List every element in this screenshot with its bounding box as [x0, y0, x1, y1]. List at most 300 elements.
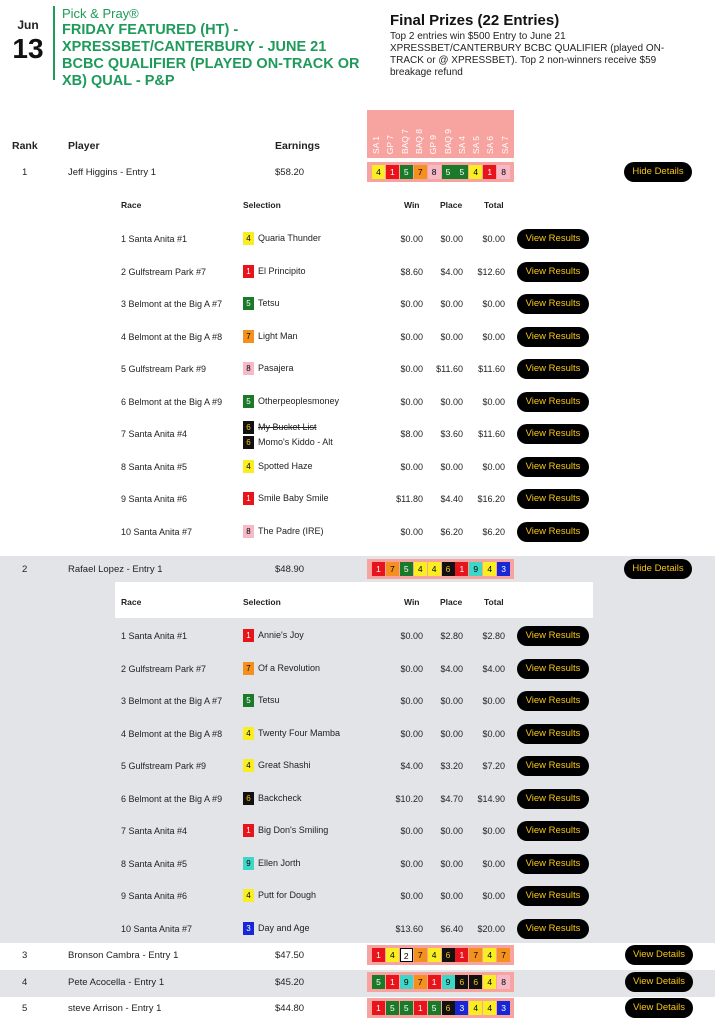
details-win: $0.00	[400, 234, 423, 244]
player-rank: 2	[22, 564, 28, 575]
details-header-total: Total	[484, 200, 504, 210]
details-header-place: Place	[440, 597, 463, 607]
selection-line	[243, 889, 316, 902]
selection-line	[243, 759, 311, 772]
saddle-cloth-pick: 8	[428, 165, 441, 179]
details-race: 10 Santa Anita #7	[121, 923, 193, 934]
details-row	[115, 387, 593, 417]
details-row	[115, 419, 593, 449]
details-race: 8 Santa Anita #5	[121, 461, 188, 472]
selection-line	[243, 792, 302, 805]
details-total: $11.60	[478, 429, 505, 439]
saddle-cloth-pick: 8	[497, 975, 510, 989]
details-row	[115, 849, 593, 879]
view-results-button[interactable]: View Results	[517, 886, 589, 906]
details-selection	[243, 694, 280, 707]
saddle-cloth-number: 4	[243, 759, 254, 772]
date-month: Jun	[17, 18, 39, 32]
details-total: $0.00	[482, 728, 505, 739]
details-selection	[243, 395, 339, 408]
details-place: $0.00	[440, 396, 463, 407]
prizes-panel	[390, 12, 690, 79]
details-place: $4.40	[440, 494, 463, 504]
view-results-button[interactable]: View Results	[517, 919, 589, 939]
details-total: $0.00	[482, 696, 505, 706]
horse-name: Ellen Jorth	[258, 857, 301, 868]
details-win: $0.00	[400, 728, 423, 739]
details-row	[115, 257, 593, 287]
selection-line	[243, 460, 313, 473]
horse-name: Great Shashi	[258, 759, 311, 770]
saddle-cloth-number: 6	[243, 436, 254, 449]
details-header-total: Total	[484, 597, 504, 607]
details-race: 1 Santa Anita #1	[121, 234, 188, 244]
saddle-cloth-number: 1	[243, 629, 254, 642]
details-selection	[243, 792, 302, 805]
player-name: Pete Acocella - Entry 1	[68, 977, 165, 988]
view-results-button[interactable]: View Results	[517, 756, 589, 776]
details-selection	[243, 492, 329, 505]
details-selection	[243, 662, 320, 675]
horse-name: Smile Baby Smile	[258, 492, 329, 503]
details-total: $4.00	[482, 663, 505, 674]
horse-name: Day and Age	[258, 922, 310, 933]
saddle-cloth-pick: 4	[372, 165, 385, 179]
saddle-cloth-number: 9	[243, 857, 254, 870]
horse-name: Twenty Four Mamba	[258, 727, 341, 738]
details-win: $0.00	[400, 631, 423, 641]
saddle-cloth-pick: 4	[428, 562, 441, 576]
details-total: $0.00	[482, 461, 505, 472]
header-divider	[53, 6, 55, 80]
saddle-cloth-pick: 5	[442, 165, 455, 179]
details-total: $11.60	[478, 364, 505, 374]
details-place: $4.00	[440, 663, 463, 674]
saddle-cloth-number: 3	[243, 922, 254, 935]
player-rank: 3	[22, 950, 28, 961]
horse-name: Momo's Kiddo - Alt	[258, 436, 333, 447]
saddle-cloth-pick: 1	[372, 1001, 385, 1015]
details-total: $6.20	[482, 526, 505, 537]
player-row	[0, 945, 715, 967]
details-selection	[243, 362, 294, 375]
race-header-label: BAQ 8	[413, 128, 424, 154]
player-earnings: $58.20	[275, 167, 305, 178]
contest-date	[8, 18, 48, 64]
details-place: $0.00	[440, 234, 463, 244]
details-header-win: Win	[404, 200, 420, 210]
view-results-button[interactable]: View Results	[517, 457, 589, 477]
prizes-description: Top 2 entries win $500 Entry to June 21 XPRESSBET/CANTERBURY BCBC QUALIFIER (played ON-TRACK or @ XPRESSBET). Top 2 non-winners receive $59 breakage refund	[390, 31, 665, 78]
details-place: $3.20	[440, 761, 463, 771]
details-total: $0.00	[482, 234, 505, 244]
saddle-cloth-number: 7	[243, 330, 254, 343]
details-header-selection: Selection	[243, 597, 281, 607]
race-header-label: SA 1	[371, 136, 381, 154]
details-selection	[243, 232, 321, 245]
details-header-race: Race	[121, 200, 142, 210]
saddle-cloth-number: 6	[243, 792, 254, 805]
saddle-cloth-number: 5	[243, 297, 254, 310]
details-place: $0.00	[440, 696, 463, 706]
saddle-cloth-pick: 6	[442, 948, 455, 962]
view-results-button[interactable]: View Results	[517, 724, 589, 744]
saddle-cloth-number: 4	[243, 727, 254, 740]
saddle-cloth-number: 4	[243, 889, 254, 902]
details-table	[115, 589, 593, 954]
details-total: $0.00	[482, 299, 505, 309]
details-selection	[243, 759, 311, 772]
column-header-player: Player	[68, 140, 100, 152]
saddle-cloth-pick: 1	[428, 975, 441, 989]
details-race: 6 Belmont at the Big A #9	[121, 396, 223, 407]
details-place: $6.40	[440, 923, 463, 934]
selection-line	[243, 421, 333, 434]
selection-line	[243, 857, 301, 870]
selection-line	[243, 727, 340, 740]
player-rank: 5	[22, 1003, 28, 1014]
details-place: $4.00	[440, 266, 463, 277]
details-selection	[243, 297, 280, 310]
details-place: $0.00	[440, 461, 463, 472]
details-win: $0.00	[400, 526, 423, 537]
player-name: Jeff Higgins - Entry 1	[68, 167, 157, 178]
saddle-cloth-pick: 1	[372, 562, 385, 576]
details-place: $0.00	[440, 891, 463, 901]
race-header-label: BAQ 7	[399, 128, 410, 154]
page-header	[0, 0, 715, 110]
race-header-label: SA 7	[499, 136, 510, 154]
details-place: $0.00	[440, 728, 463, 739]
details-row	[115, 654, 593, 684]
details-win: $0.00	[400, 696, 423, 706]
player-rank: 4	[22, 977, 28, 988]
details-row	[115, 686, 593, 716]
saddle-cloth-pick: 6	[442, 1001, 455, 1015]
race-header-label: SA 5	[471, 136, 482, 154]
selection-line	[243, 824, 328, 837]
pick-strip	[367, 998, 514, 1018]
player-row	[0, 559, 715, 581]
saddle-cloth-pick: 7	[497, 948, 510, 962]
view-results-button[interactable]: View Results	[517, 522, 589, 542]
details-win: $4.00	[400, 761, 423, 771]
details-race: 5 Gulfstream Park #9	[121, 364, 207, 374]
selection-line	[243, 436, 333, 449]
details-total: $16.20	[477, 494, 505, 504]
saddle-cloth-pick: 5	[372, 975, 385, 989]
details-win: $0.00	[400, 663, 423, 674]
horse-name: Backcheck	[258, 792, 302, 803]
selection-line	[243, 265, 306, 278]
saddle-cloth-pick: 8	[497, 165, 510, 179]
details-race: 7 Santa Anita #4	[121, 429, 188, 439]
view-results-button[interactable]: View Results	[517, 229, 589, 249]
horse-name: Big Don's Smiling	[258, 824, 329, 835]
details-place: $4.70	[440, 793, 463, 804]
details-total: $0.00	[482, 331, 505, 342]
saddle-cloth-pick: 2	[400, 948, 413, 962]
player-earnings: $47.50	[275, 950, 305, 961]
details-place: $0.00	[440, 858, 463, 869]
view-results-button[interactable]: View Results	[517, 821, 589, 841]
details-total: $7.20	[482, 761, 505, 771]
hide-details-button[interactable]: Hide Details	[624, 559, 692, 579]
selection-line	[243, 694, 280, 707]
details-win: $0.00	[400, 891, 423, 901]
details-total: $20.00	[477, 923, 505, 934]
view-results-button[interactable]: View Results	[517, 392, 589, 412]
details-race: 1 Santa Anita #1	[121, 631, 188, 641]
saddle-cloth-pick: 3	[497, 1001, 510, 1015]
details-place: $2.80	[440, 631, 463, 641]
details-race: 6 Belmont at the Big A #9	[121, 793, 223, 804]
saddle-cloth-pick: 5	[455, 165, 468, 179]
selection-line	[243, 492, 329, 505]
view-results-button[interactable]: View Results	[517, 294, 589, 314]
details-win: $10.20	[395, 793, 423, 804]
player-name: Bronson Cambra - Entry 1	[68, 950, 179, 961]
saddle-cloth-pick: 1	[455, 948, 468, 962]
details-row	[115, 224, 593, 254]
horse-name: Annie's Joy	[258, 629, 304, 640]
selection-line	[243, 330, 298, 343]
saddle-cloth-pick: 4	[469, 165, 482, 179]
saddle-cloth-pick: 4	[483, 1001, 496, 1015]
details-win: $0.00	[400, 331, 423, 342]
details-place: $0.00	[440, 826, 463, 836]
selection-line	[243, 525, 324, 538]
saddle-cloth-pick: 5	[400, 1001, 413, 1015]
details-win: $11.80	[396, 494, 423, 504]
saddle-cloth-pick: 9	[442, 975, 455, 989]
saddle-cloth-pick: 6	[469, 975, 482, 989]
view-results-button[interactable]: View Results	[517, 626, 589, 646]
saddle-cloth-number: 8	[243, 525, 254, 538]
details-win: $0.00	[400, 396, 423, 407]
saddle-cloth-pick: 1	[455, 562, 468, 576]
saddle-cloth-pick: 7	[414, 165, 427, 179]
player-rank: 1	[22, 167, 28, 178]
details-row	[115, 452, 593, 482]
date-day: 13	[12, 33, 44, 64]
column-header-earnings: Earnings	[275, 140, 320, 152]
saddle-cloth-pick: 1	[414, 1001, 427, 1015]
view-results-button[interactable]: View Results	[517, 659, 589, 679]
details-row	[115, 322, 593, 352]
race-header-label: BAQ 9	[442, 128, 453, 154]
selection-line	[243, 922, 310, 935]
details-total: $0.00	[482, 891, 505, 901]
saddle-cloth-pick: 7	[386, 562, 399, 576]
saddle-cloth-pick: 4	[469, 1001, 482, 1015]
view-results-button[interactable]: View Results	[517, 854, 589, 874]
details-row	[115, 784, 593, 814]
details-win: $0.00	[400, 858, 423, 869]
details-race: 3 Belmont at the Big A #7	[121, 299, 223, 309]
pick-strip	[367, 559, 514, 579]
details-selection	[243, 857, 301, 870]
horse-name: El Principito	[258, 265, 306, 276]
saddle-cloth-pick: 9	[400, 975, 413, 989]
contest-title: FRIDAY FEATURED (HT) - XPRESSBET/CANTERBURY - JUNE 21 BCBC QUALIFIER (PLAYED ON-TRACK OR XB) QUAL - P&P	[62, 22, 360, 89]
details-selection	[243, 265, 306, 278]
view-results-button[interactable]: View Results	[517, 789, 589, 809]
hide-details-button[interactable]: Hide Details	[624, 162, 692, 182]
view-details-button[interactable]: View Details	[625, 998, 693, 1018]
saddle-cloth-number: 4	[243, 232, 254, 245]
horse-name: Light Man	[258, 330, 298, 341]
saddle-cloth-number: 5	[243, 694, 254, 707]
selection-line	[243, 362, 294, 375]
scratched-horse-name: My Bucket List	[258, 421, 317, 432]
details-selection	[243, 922, 310, 935]
saddle-cloth-pick: 3	[455, 1001, 468, 1015]
saddle-cloth-number: 1	[243, 824, 254, 837]
brand-name: Pick & Pray®	[62, 6, 139, 21]
player-row	[0, 998, 715, 1020]
details-row	[115, 621, 593, 651]
selection-line	[243, 629, 304, 642]
column-header-rank: Rank	[12, 140, 38, 152]
saddle-cloth-number: 6	[243, 421, 254, 434]
details-row	[115, 881, 593, 911]
saddle-cloth-pick: 5	[400, 165, 413, 179]
details-place: $3.60	[440, 429, 463, 439]
details-race: 3 Belmont at the Big A #7	[121, 696, 223, 706]
saddle-cloth-pick: 1	[483, 165, 496, 179]
saddle-cloth-pick: 4	[483, 562, 496, 576]
player-row	[0, 972, 715, 994]
selection-line	[243, 297, 280, 310]
details-total: $0.00	[482, 858, 505, 869]
details-selection	[243, 330, 298, 343]
details-header-place: Place	[440, 200, 463, 210]
details-race: 2 Gulfstream Park #7	[121, 266, 207, 277]
saddle-cloth-pick: 5	[400, 562, 413, 576]
details-win: $8.00	[400, 429, 423, 439]
saddle-cloth-pick: 5	[428, 1001, 441, 1015]
saddle-cloth-pick: 4	[483, 948, 496, 962]
saddle-cloth-pick: 4	[428, 948, 441, 962]
view-results-button[interactable]: View Results	[517, 262, 589, 282]
details-row	[115, 914, 593, 944]
details-race: 2 Gulfstream Park #7	[121, 663, 207, 674]
saddle-cloth-pick: 1	[386, 165, 399, 179]
details-row	[115, 816, 593, 846]
pick-strip	[367, 945, 514, 965]
player-name: Rafael Lopez - Entry 1	[68, 564, 163, 575]
saddle-cloth-number: 1	[243, 265, 254, 278]
details-win: $0.00	[400, 299, 423, 309]
details-selection	[243, 421, 333, 449]
view-results-button[interactable]: View Results	[517, 424, 589, 444]
horse-name: Of a Revolution	[258, 662, 321, 673]
pick-strip	[367, 162, 514, 182]
details-race: 9 Santa Anita #6	[121, 494, 188, 504]
player-row	[0, 162, 715, 184]
horse-name: Quaria Thunder	[258, 232, 321, 243]
saddle-cloth-pick: 4	[414, 562, 427, 576]
player-earnings: $48.90	[275, 564, 305, 575]
selection-line	[243, 395, 339, 408]
pick-strip	[367, 972, 514, 992]
details-win: $0.00	[400, 461, 423, 472]
horse-name: Spotted Haze	[258, 460, 313, 471]
details-win: $0.00	[400, 826, 423, 836]
details-row	[115, 719, 593, 749]
horse-name: Tetsu	[258, 694, 280, 705]
saddle-cloth-pick: 1	[386, 975, 399, 989]
player-earnings: $44.80	[275, 1003, 305, 1014]
details-race: 7 Santa Anita #4	[121, 826, 188, 836]
view-details-button[interactable]: View Details	[625, 945, 693, 965]
details-win: $13.60	[395, 923, 423, 934]
details-header-win: Win	[404, 597, 420, 607]
view-results-button[interactable]: View Results	[517, 359, 589, 379]
saddle-cloth-number: 8	[243, 362, 254, 375]
race-header-label: SA 4	[456, 136, 467, 154]
details-total: $2.80	[482, 631, 505, 641]
details-total: $12.60	[477, 266, 505, 277]
details-header-selection: Selection	[243, 200, 281, 210]
selection-line	[243, 232, 321, 245]
details-place: $11.60	[436, 364, 463, 374]
saddle-cloth-pick: 7	[469, 948, 482, 962]
view-results-button[interactable]: View Results	[517, 691, 589, 711]
details-race: 4 Belmont at the Big A #8	[121, 331, 223, 342]
horse-name: Tetsu	[258, 297, 280, 308]
saddle-cloth-pick: 9	[469, 562, 482, 576]
saddle-cloth-pick: 6	[442, 562, 455, 576]
details-row	[115, 354, 593, 384]
details-selection	[243, 460, 313, 473]
details-row	[115, 289, 593, 319]
horse-name: Putt for Dough	[258, 889, 317, 900]
race-header-label: SA 6	[485, 136, 496, 154]
prizes-title: Final Prizes (22 Entries)	[390, 12, 560, 29]
details-place: $6.20	[440, 526, 463, 537]
horse-name: Pasajera	[258, 362, 294, 373]
details-win: $0.00	[400, 364, 423, 374]
view-results-button[interactable]: View Results	[517, 489, 589, 509]
details-total: $14.90	[477, 793, 505, 804]
details-selection	[243, 889, 316, 902]
horse-name: The Padre (IRE)	[258, 525, 324, 536]
saddle-cloth-pick: 5	[386, 1001, 399, 1015]
saddle-cloth-pick: 7	[414, 975, 427, 989]
saddle-cloth-pick: 6	[455, 975, 468, 989]
saddle-cloth-pick: 3	[497, 562, 510, 576]
details-selection	[243, 727, 340, 740]
saddle-cloth-pick: 7	[414, 948, 427, 962]
details-race: 4 Belmont at the Big A #8	[121, 728, 223, 739]
details-selection	[243, 629, 304, 642]
player-name: steve Arrison - Entry 1	[68, 1003, 162, 1014]
view-results-button[interactable]: View Results	[517, 327, 589, 347]
details-selection	[243, 824, 328, 837]
view-details-button[interactable]: View Details	[625, 972, 693, 992]
saddle-cloth-pick: 4	[483, 975, 496, 989]
saddle-cloth-number: 7	[243, 662, 254, 675]
saddle-cloth-pick: 1	[372, 948, 385, 962]
details-race: 8 Santa Anita #5	[121, 858, 188, 869]
details-total: $0.00	[482, 396, 505, 407]
saddle-cloth-pick: 4	[386, 948, 399, 962]
details-table	[115, 192, 593, 557]
saddle-cloth-number: 1	[243, 492, 254, 505]
race-header-label: GP 9	[428, 134, 439, 154]
